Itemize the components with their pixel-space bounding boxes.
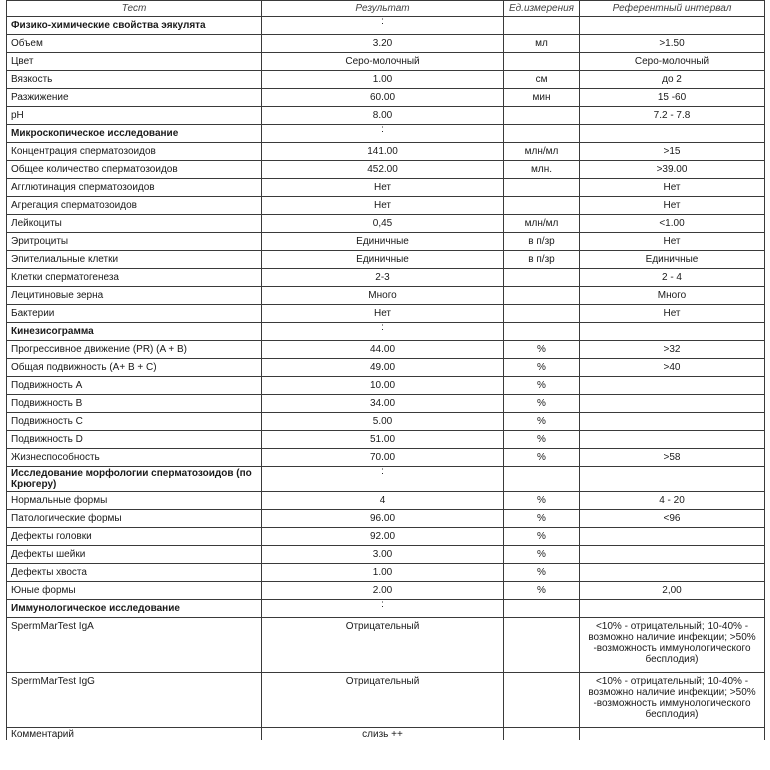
header-result: Результат xyxy=(262,1,504,17)
test-name-cell: Общее количество сперматозоидов xyxy=(7,161,262,179)
unit-cell xyxy=(504,600,580,618)
test-name-cell: Разжижение xyxy=(7,89,262,107)
reference-cell: >1.50 xyxy=(580,35,765,53)
reference-cell: <10% - отрицательный; 10-40% - возможно наличие инфекции; >50% -возможность иммунологического бесплодия) xyxy=(580,673,765,728)
unit-cell xyxy=(504,107,580,125)
reference-cell xyxy=(580,17,765,35)
unit-cell: млн. xyxy=(504,161,580,179)
reference-cell xyxy=(580,323,765,341)
unit-cell xyxy=(504,323,580,341)
table-header-row xyxy=(7,1,765,17)
test-name-cell: Дефекты головки xyxy=(7,528,262,546)
reference-cell xyxy=(580,431,765,449)
unit-cell xyxy=(504,305,580,323)
reference-cell: <96 xyxy=(580,510,765,528)
test-name-cell: Объем xyxy=(7,35,262,53)
test-name-cell: Юные формы xyxy=(7,582,262,600)
result-cell: Серо-молочный xyxy=(262,53,504,71)
table-row xyxy=(7,35,765,53)
reference-cell: >32 xyxy=(580,341,765,359)
unit-cell xyxy=(504,53,580,71)
unit-cell: % xyxy=(504,359,580,377)
result-cell: Отрицательный xyxy=(262,673,504,728)
test-name-cell: SpermMarTest IgA xyxy=(7,618,262,673)
test-name-cell: Концентрация сперматозоидов xyxy=(7,143,262,161)
table-row xyxy=(7,287,765,305)
unit-cell: млн/мл xyxy=(504,215,580,233)
unit-cell: см xyxy=(504,71,580,89)
unit-cell xyxy=(504,17,580,35)
unit-cell: в п/зр xyxy=(504,251,580,269)
result-cell: 141.00 xyxy=(262,143,504,161)
result-cell: 10.00 xyxy=(262,377,504,395)
test-name-cell: Эпителиальные клетки xyxy=(7,251,262,269)
result-cell: 8.00 xyxy=(262,107,504,125)
table-row xyxy=(7,528,765,546)
test-name-cell: Эритроциты xyxy=(7,233,262,251)
reference-cell xyxy=(580,546,765,564)
reference-cell: Единичные xyxy=(580,251,765,269)
reference-cell xyxy=(580,377,765,395)
test-name-cell: Подвижность А xyxy=(7,377,262,395)
result-cell: 452.00 xyxy=(262,161,504,179)
result-cell: : xyxy=(262,600,504,618)
test-name-cell: Комментарий xyxy=(7,728,262,741)
test-name-cell: Иммунологическое исследование xyxy=(7,600,262,618)
table-row xyxy=(7,395,765,413)
result-cell: Нет xyxy=(262,305,504,323)
test-name-cell: pH xyxy=(7,107,262,125)
reference-cell: Нет xyxy=(580,197,765,215)
result-cell: 1.00 xyxy=(262,71,504,89)
table-row xyxy=(7,377,765,395)
result-cell: 44.00 xyxy=(262,341,504,359)
reference-cell: 7.2 - 7.8 xyxy=(580,107,765,125)
unit-cell: % xyxy=(504,341,580,359)
table-row xyxy=(7,89,765,107)
table-row xyxy=(7,673,765,728)
table-row xyxy=(7,305,765,323)
semen-analysis-table xyxy=(6,0,765,740)
unit-cell: % xyxy=(504,431,580,449)
result-cell: Нет xyxy=(262,197,504,215)
table-row xyxy=(7,564,765,582)
unit-cell xyxy=(504,467,580,492)
result-cell: 4 xyxy=(262,492,504,510)
test-name-cell: Исследование морфологии сперматозоидов (по Крюгеру) xyxy=(7,467,262,492)
test-name-cell: Агглютинация сперматозоидов xyxy=(7,179,262,197)
reference-cell: >15 xyxy=(580,143,765,161)
result-cell: 49.00 xyxy=(262,359,504,377)
result-cell: Единичные xyxy=(262,233,504,251)
test-name-cell: Агрегация сперматозоидов xyxy=(7,197,262,215)
table-row xyxy=(7,251,765,269)
header-test: Тест xyxy=(7,1,262,17)
header-reference: Референтный интервал xyxy=(580,1,765,17)
table-row xyxy=(7,53,765,71)
reference-cell xyxy=(580,125,765,143)
result-cell: : xyxy=(262,125,504,143)
result-cell: 2-3 xyxy=(262,269,504,287)
table-row xyxy=(7,510,765,528)
test-name-cell: Клетки сперматогенеза xyxy=(7,269,262,287)
reference-cell: 15 -60 xyxy=(580,89,765,107)
table-row xyxy=(7,449,765,467)
reference-cell: 2,00 xyxy=(580,582,765,600)
result-cell: 51.00 xyxy=(262,431,504,449)
reference-cell: <10% - отрицательный; 10-40% - возможно наличие инфекции; >50% -возможность иммунологического бесплодия) xyxy=(580,618,765,673)
section-row xyxy=(7,125,765,143)
test-name-cell: Прогрессивное движение (PR) (A + B) xyxy=(7,341,262,359)
result-cell: 70.00 xyxy=(262,449,504,467)
result-cell: : xyxy=(262,17,504,35)
test-name-cell: Подвижность C xyxy=(7,413,262,431)
table-row xyxy=(7,233,765,251)
unit-cell: мл xyxy=(504,35,580,53)
reference-cell: Нет xyxy=(580,233,765,251)
reference-cell: >40 xyxy=(580,359,765,377)
table-row xyxy=(7,431,765,449)
test-name-cell: Лейкоциты xyxy=(7,215,262,233)
reference-cell xyxy=(580,467,765,492)
unit-cell: % xyxy=(504,492,580,510)
result-cell: 5.00 xyxy=(262,413,504,431)
unit-cell: % xyxy=(504,377,580,395)
reference-cell xyxy=(580,413,765,431)
section-row xyxy=(7,600,765,618)
table-row xyxy=(7,197,765,215)
reference-cell xyxy=(580,600,765,618)
reference-cell xyxy=(580,528,765,546)
reference-cell: 4 - 20 xyxy=(580,492,765,510)
table-row xyxy=(7,179,765,197)
result-cell: 2.00 xyxy=(262,582,504,600)
result-cell: Единичные xyxy=(262,251,504,269)
test-name-cell: Дефекты шейки xyxy=(7,546,262,564)
unit-cell: % xyxy=(504,395,580,413)
table-row xyxy=(7,582,765,600)
table-row xyxy=(7,161,765,179)
table-row xyxy=(7,728,765,741)
result-cell: Отрицательный xyxy=(262,618,504,673)
test-name-cell: Кинезисограмма xyxy=(7,323,262,341)
result-cell: 1.00 xyxy=(262,564,504,582)
test-name-cell: Физико-химические свойства эякулята xyxy=(7,17,262,35)
reference-cell: Нет xyxy=(580,179,765,197)
result-cell: Нет xyxy=(262,179,504,197)
test-name-cell: Общая подвижность (A+ B + C) xyxy=(7,359,262,377)
test-name-cell: Микроскопическое исследование xyxy=(7,125,262,143)
result-cell: 92.00 xyxy=(262,528,504,546)
test-name-cell: Жизнеспособность xyxy=(7,449,262,467)
unit-cell: % xyxy=(504,582,580,600)
result-cell: 60.00 xyxy=(262,89,504,107)
unit-cell xyxy=(504,197,580,215)
test-name-cell: Вязкость xyxy=(7,71,262,89)
table-row xyxy=(7,71,765,89)
table-row xyxy=(7,215,765,233)
test-name-cell: SpermMarTest IgG xyxy=(7,673,262,728)
test-name-cell: Бактерии xyxy=(7,305,262,323)
result-cell: 96.00 xyxy=(262,510,504,528)
test-name-cell: Цвет xyxy=(7,53,262,71)
unit-cell xyxy=(504,269,580,287)
table-row xyxy=(7,107,765,125)
result-cell: 34.00 xyxy=(262,395,504,413)
unit-cell xyxy=(504,287,580,305)
result-cell: 3.00 xyxy=(262,546,504,564)
reference-cell: до 2 xyxy=(580,71,765,89)
unit-cell: в п/зр xyxy=(504,233,580,251)
test-name-cell: Подвижность D xyxy=(7,431,262,449)
section-row xyxy=(7,323,765,341)
unit-cell: % xyxy=(504,564,580,582)
result-cell: : xyxy=(262,467,504,492)
unit-cell: % xyxy=(504,528,580,546)
table-row xyxy=(7,618,765,673)
section-row xyxy=(7,17,765,35)
reference-cell xyxy=(580,395,765,413)
table-row xyxy=(7,413,765,431)
unit-cell: % xyxy=(504,413,580,431)
table-body xyxy=(7,17,765,741)
unit-cell xyxy=(504,125,580,143)
result-cell: 0,45 xyxy=(262,215,504,233)
reference-cell: <1.00 xyxy=(580,215,765,233)
reference-cell xyxy=(580,564,765,582)
unit-cell: % xyxy=(504,510,580,528)
result-cell: Много xyxy=(262,287,504,305)
reference-cell: >58 xyxy=(580,449,765,467)
test-name-cell: Лецитиновые зерна xyxy=(7,287,262,305)
unit-cell: мин xyxy=(504,89,580,107)
reference-cell: >39.00 xyxy=(580,161,765,179)
reference-cell xyxy=(580,728,765,741)
unit-cell: млн/мл xyxy=(504,143,580,161)
table-row xyxy=(7,492,765,510)
test-name-cell: Нормальные формы xyxy=(7,492,262,510)
result-cell: : xyxy=(262,323,504,341)
test-name-cell: Подвижность B xyxy=(7,395,262,413)
result-cell: 3.20 xyxy=(262,35,504,53)
header-unit: Ед.измерения xyxy=(504,1,580,17)
reference-cell: Серо-молочный xyxy=(580,53,765,71)
unit-cell xyxy=(504,179,580,197)
unit-cell xyxy=(504,728,580,741)
reference-cell: 2 - 4 xyxy=(580,269,765,287)
test-name-cell: Дефекты хвоста xyxy=(7,564,262,582)
test-name-cell: Патологические формы xyxy=(7,510,262,528)
unit-cell: % xyxy=(504,449,580,467)
section-row xyxy=(7,467,765,492)
unit-cell: % xyxy=(504,546,580,564)
table-row xyxy=(7,546,765,564)
table-row xyxy=(7,269,765,287)
unit-cell xyxy=(504,673,580,728)
table-row xyxy=(7,143,765,161)
result-cell: слизь ++ xyxy=(262,728,504,741)
reference-cell: Нет xyxy=(580,305,765,323)
table-row xyxy=(7,341,765,359)
unit-cell xyxy=(504,618,580,673)
reference-cell: Много xyxy=(580,287,765,305)
table-row xyxy=(7,359,765,377)
